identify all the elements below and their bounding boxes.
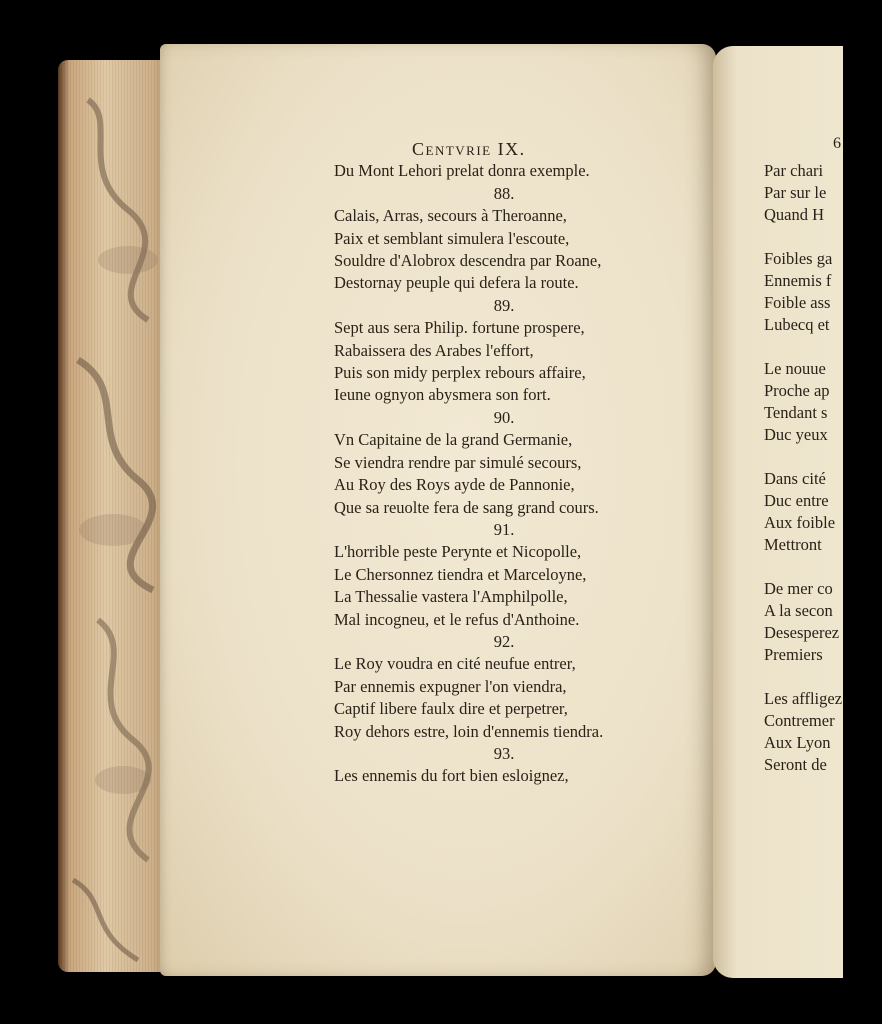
verse-line-fragment: Aux foible xyxy=(764,513,836,532)
verse-line-fragment: Ennemis f xyxy=(764,271,832,290)
verse-line-fragment: Foible ass xyxy=(764,293,831,312)
verse-line: Souldre d'Alobrox descendra par Roane, xyxy=(334,251,602,271)
stanza-gap xyxy=(764,336,854,358)
verse-line: Ieune ognyon abysmera son fort. xyxy=(334,385,551,405)
running-head: Centvrie IX. xyxy=(412,139,526,159)
quatrain-number: 88. xyxy=(493,183,515,203)
verse-line-fragment: Premiers xyxy=(764,645,823,664)
verse-line: Rabaissera des Arabes l'effort, xyxy=(334,340,534,360)
verse-line: Du Mont Lehori prelat donra exemple. xyxy=(334,161,590,181)
verse-line-fragment: Par chari xyxy=(764,161,824,180)
stanza-gap xyxy=(764,556,854,578)
quatrain-number: 89. xyxy=(493,295,515,315)
verse-line: Destornay peuple qui defera la route. xyxy=(334,273,579,293)
verse-line-fragment: Mettront xyxy=(764,535,822,554)
left-page-text xyxy=(334,138,674,788)
marbling-pattern xyxy=(58,60,176,972)
verse-line: La Thessalie vastera l'Amphilpolle, xyxy=(334,587,568,607)
verse-lines xyxy=(334,160,674,787)
verse-line-fragment: Contremer xyxy=(764,711,835,730)
verse-line-fragment: Aux Lyon xyxy=(764,733,831,752)
stanza-gap xyxy=(764,446,854,468)
verse-line: Se viendra rendre par simulé secours, xyxy=(334,452,582,472)
verse-line-fragment: Le nouue xyxy=(764,359,826,378)
verse-line: Par ennemis expugner l'on viendra, xyxy=(334,676,567,696)
quatrain-number: 91. xyxy=(493,519,515,539)
stanza-gap xyxy=(764,666,854,688)
verse-line: Le Chersonnez tiendra et Marceloyne, xyxy=(334,564,587,584)
verse-line-fragment: A la secon xyxy=(764,601,833,620)
verse-line: Le Roy voudra en cité neufue entrer, xyxy=(334,654,576,674)
verse-line-fragment: Quand H xyxy=(764,205,825,224)
verse-line-fragment: Desesperez xyxy=(764,623,840,642)
quatrain-number: 92. xyxy=(493,631,515,651)
verse-line-fragment: Duc entre xyxy=(764,491,829,510)
marbled-fore-edge xyxy=(58,60,176,972)
verse-line: Sept aus sera Philip. fortune prospere, xyxy=(334,318,585,338)
right-page-corner-fragment: 6 xyxy=(833,135,841,152)
stanza-gap xyxy=(764,226,854,248)
verse-line: Puis son midy perplex rebours affaire, xyxy=(334,363,586,383)
verse-line-fragment: Duc yeux xyxy=(764,425,828,444)
verse-line: Mal incogneu, et le refus d'Anthoine. xyxy=(334,609,580,629)
quatrain-number: 93. xyxy=(493,743,515,763)
verse-line-fragment: Proche ap xyxy=(764,381,830,400)
verse-line-fragment: Dans cité xyxy=(764,469,826,488)
verse-line: Les ennemis du fort bien esloignez, xyxy=(334,766,569,786)
verse-line: Paix et semblant simulera l'escoute, xyxy=(334,228,570,248)
right-page-text xyxy=(764,160,854,776)
verse-line-fragment: Foibles ga xyxy=(764,249,833,268)
verse-line-fragment: Les affligez xyxy=(764,689,843,708)
verse-line-fragment: Seront de xyxy=(764,755,827,774)
verse-line: Roy dehors estre, loin d'ennemis tiendra. xyxy=(334,721,604,741)
verse-line: L'horrible peste Perynte et Nicopolle, xyxy=(334,542,582,562)
verse-line: Captif libere faulx dire et perpetrer, xyxy=(334,699,568,719)
verse-line: Que sa reuolte fera de sang grand cours. xyxy=(334,497,599,517)
verse-line-fragment: Tendant s xyxy=(764,403,828,422)
verse-line: Vn Capitaine de la grand Germanie, xyxy=(334,430,573,450)
verse-line: Au Roy des Roys ayde de Pannonie, xyxy=(334,475,575,495)
verse-line-fragment: Par sur le xyxy=(764,183,827,202)
quatrain-number: 90. xyxy=(493,407,515,427)
verse-line-fragment: Lubecq et xyxy=(764,315,830,334)
verse-line-fragment: De mer co xyxy=(764,579,833,598)
verse-line: Calais, Arras, secours à Theroanne, xyxy=(334,206,567,226)
